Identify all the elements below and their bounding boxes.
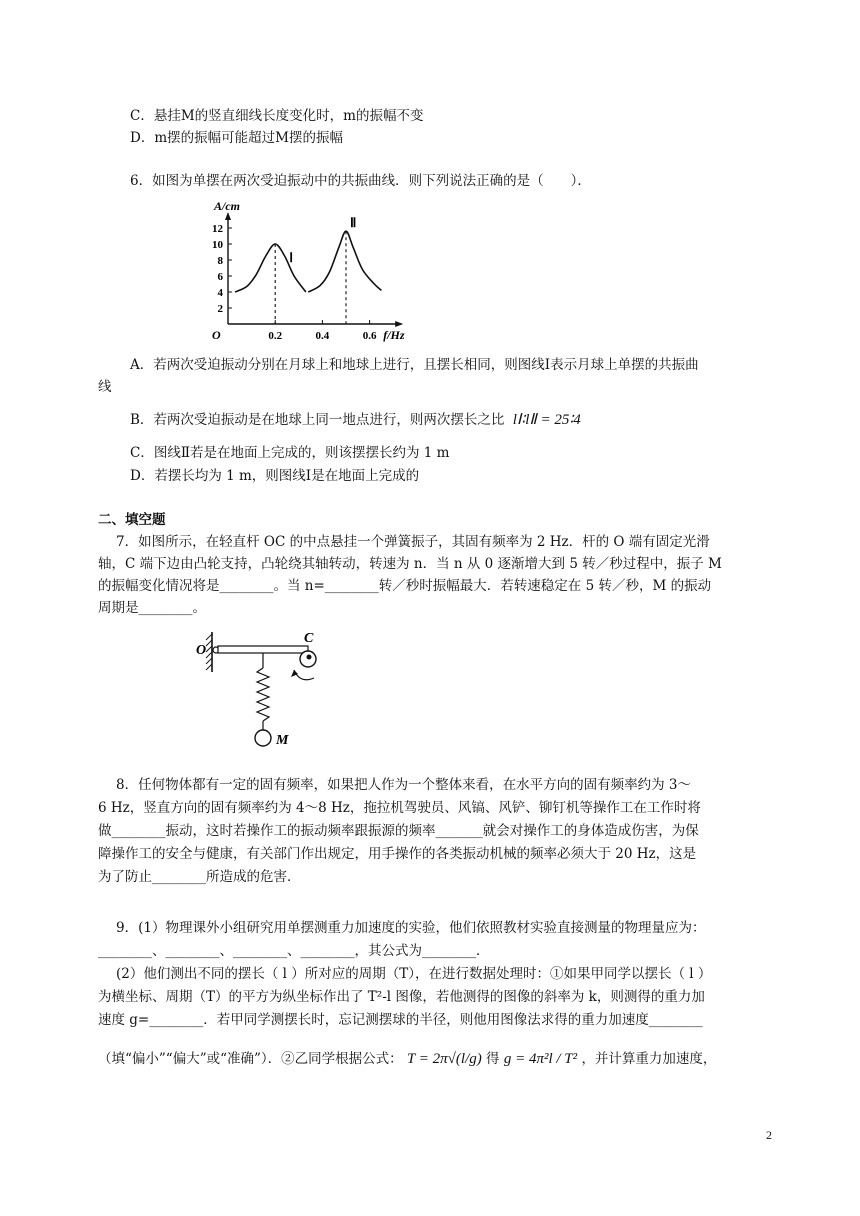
y-tick-label: 8 (217, 255, 223, 267)
q6-option-a-line1: A．若两次受迫振动分别在月球上和地球上进行，且摆长相同，则图线Ⅰ表示月球上单摆的共振曲 (130, 357, 699, 373)
q8-line3: 做________振动，这时若操作工的振动频率跟振源的频率_______就会对操作工的身体造成伤害，为保 (98, 823, 699, 839)
spring (257, 668, 269, 721)
rotation-arrow (294, 670, 314, 680)
q5-option-d: D．m摆的振幅可能超过M摆的振幅 (130, 130, 343, 146)
lever-spring-figure (190, 626, 340, 752)
q8-line4: 障操作工的安全与健康，有关部门作出规定，用手操作的各类振动机械的频率必须大于 20 Hz，这是 (98, 846, 697, 862)
label-m: M (276, 733, 289, 748)
q8-line5: 为了防止________所造成的危害． (98, 869, 301, 885)
series-line-1 (235, 244, 306, 292)
y-tick-label: 10 (212, 239, 223, 251)
label-c: C (304, 631, 314, 646)
x-tick-label: 0.6 (362, 330, 377, 342)
page-number: 2 (766, 1128, 772, 1142)
q8-line2: 6 Hz，竖直方向的固有频率约为 4～8 Hz，拖拉机驾驶员、风镐、风铲、铆钉机等操作工在工作时将 (98, 800, 701, 816)
q7-line4: 周期是________。 (98, 600, 206, 616)
x-axis-arrow (395, 321, 403, 327)
q6-option-b-formula: lⅠ∶lⅡ = 25∶4 (512, 412, 581, 428)
y-axis-label: A/cm (214, 199, 240, 213)
section-title: 二、填空题 (98, 512, 166, 528)
q9-line6-text-a: （填“偏小”“偏大”或“准确”）．②乙同学根据公式： (98, 1051, 403, 1067)
q6-option-d: D．若摆长均为 1 m，则图线Ⅰ是在地面上完成的 (130, 468, 420, 484)
q9-line3: (2）他们测出不同的摆长（ l ）所对应的周期（T），在进行数据处理时：①如果甲同学以摆长（ l ） (116, 966, 712, 982)
label-o: O (196, 643, 207, 658)
q9-line6-text-c: ，并计算重力加速度， (581, 1051, 717, 1067)
series-label-1: Ⅰ (289, 250, 294, 265)
origin-label: O (212, 328, 221, 342)
q7-line3: 的振幅变化情况将是________。当 n=________转／秒时振幅最大．若转速稳定在 5 转／秒，M 的振动 (98, 578, 712, 594)
cam-axle (307, 655, 312, 660)
q6-stem: 6．如图为单摆在两次受迫振动中的共振曲线．则下列说法正确的是（ ）． (130, 173, 591, 189)
q9-formula-period: T = 2π√(l/g) (406, 1051, 482, 1067)
x-tick-label: 0.2 (268, 330, 283, 342)
x-axis-label: f/Hz (383, 328, 405, 342)
q6-option-b (130, 410, 581, 430)
y-tick-label: 4 (217, 287, 223, 299)
mass-m (255, 730, 271, 746)
q6-option-b-text: B．若两次受迫振动是在地球上同一地点进行，则两次摆长之比 (130, 412, 505, 428)
q9-formula-g: g = 4π²l / T² (503, 1051, 578, 1067)
q7-line1: 7．如图所示，在轻直杆 OC 的中点悬挂一个弹簧振子，其固有频率为 2 Hz．杆的 O 端有固定光滑 (116, 534, 710, 550)
x-tick-label: 0.4 (315, 330, 330, 342)
y-tick-label: 2 (217, 303, 223, 315)
q8-line1: 8．任何物体都有一定的固有频率，如果把人作为一个整体来看，在水平方向的固有频率约为 3～ (116, 777, 691, 793)
q9-line2: ________、________、________、________，其公式为________． (98, 943, 490, 959)
q9-line6 (98, 1049, 716, 1069)
q6-option-c: C．图线Ⅱ若是在地面上完成的，则该摆摆长约为 1 m (130, 445, 450, 461)
q7-line2: 轴，C 端下边由凸轮支持，凸轮绕其轴转动，转速为 n．当 n 从 0 逐渐增大到 5 转／秒过程中，振子 M (98, 556, 722, 572)
q9-line1: 9．(1）物理课外小组研究用单摆测重力加速度的实验，他们依照教材实验直接测量的物理量应为： (116, 920, 706, 936)
q9-line5: 速度 g=________．若甲同学测摆长时，忘记测摆球的半径，则他用图像法求得的重力加速度________ (98, 1012, 703, 1028)
series-label-2: Ⅱ (350, 215, 357, 231)
q5-option-c: C．悬挂M的竖直细线长度变化时，m的振幅不变 (130, 108, 424, 124)
y-tick-label: 6 (217, 271, 223, 283)
y-axis-arrow (225, 212, 231, 220)
wall-hatching (206, 634, 212, 670)
rod-oc (218, 646, 308, 653)
q9-line6-text-b: 得 (486, 1051, 500, 1067)
q9-line4: 为横坐标、周期（T）的平方为纵坐标作出了 T²-l 图像，若他测得的图像的斜率为 k，则测得的重力加 (98, 989, 705, 1005)
series-line-2 (308, 231, 381, 292)
resonance-chart (190, 196, 420, 348)
y-tick-label: 12 (212, 223, 223, 235)
q6-option-a-line2: 线 (98, 379, 112, 395)
